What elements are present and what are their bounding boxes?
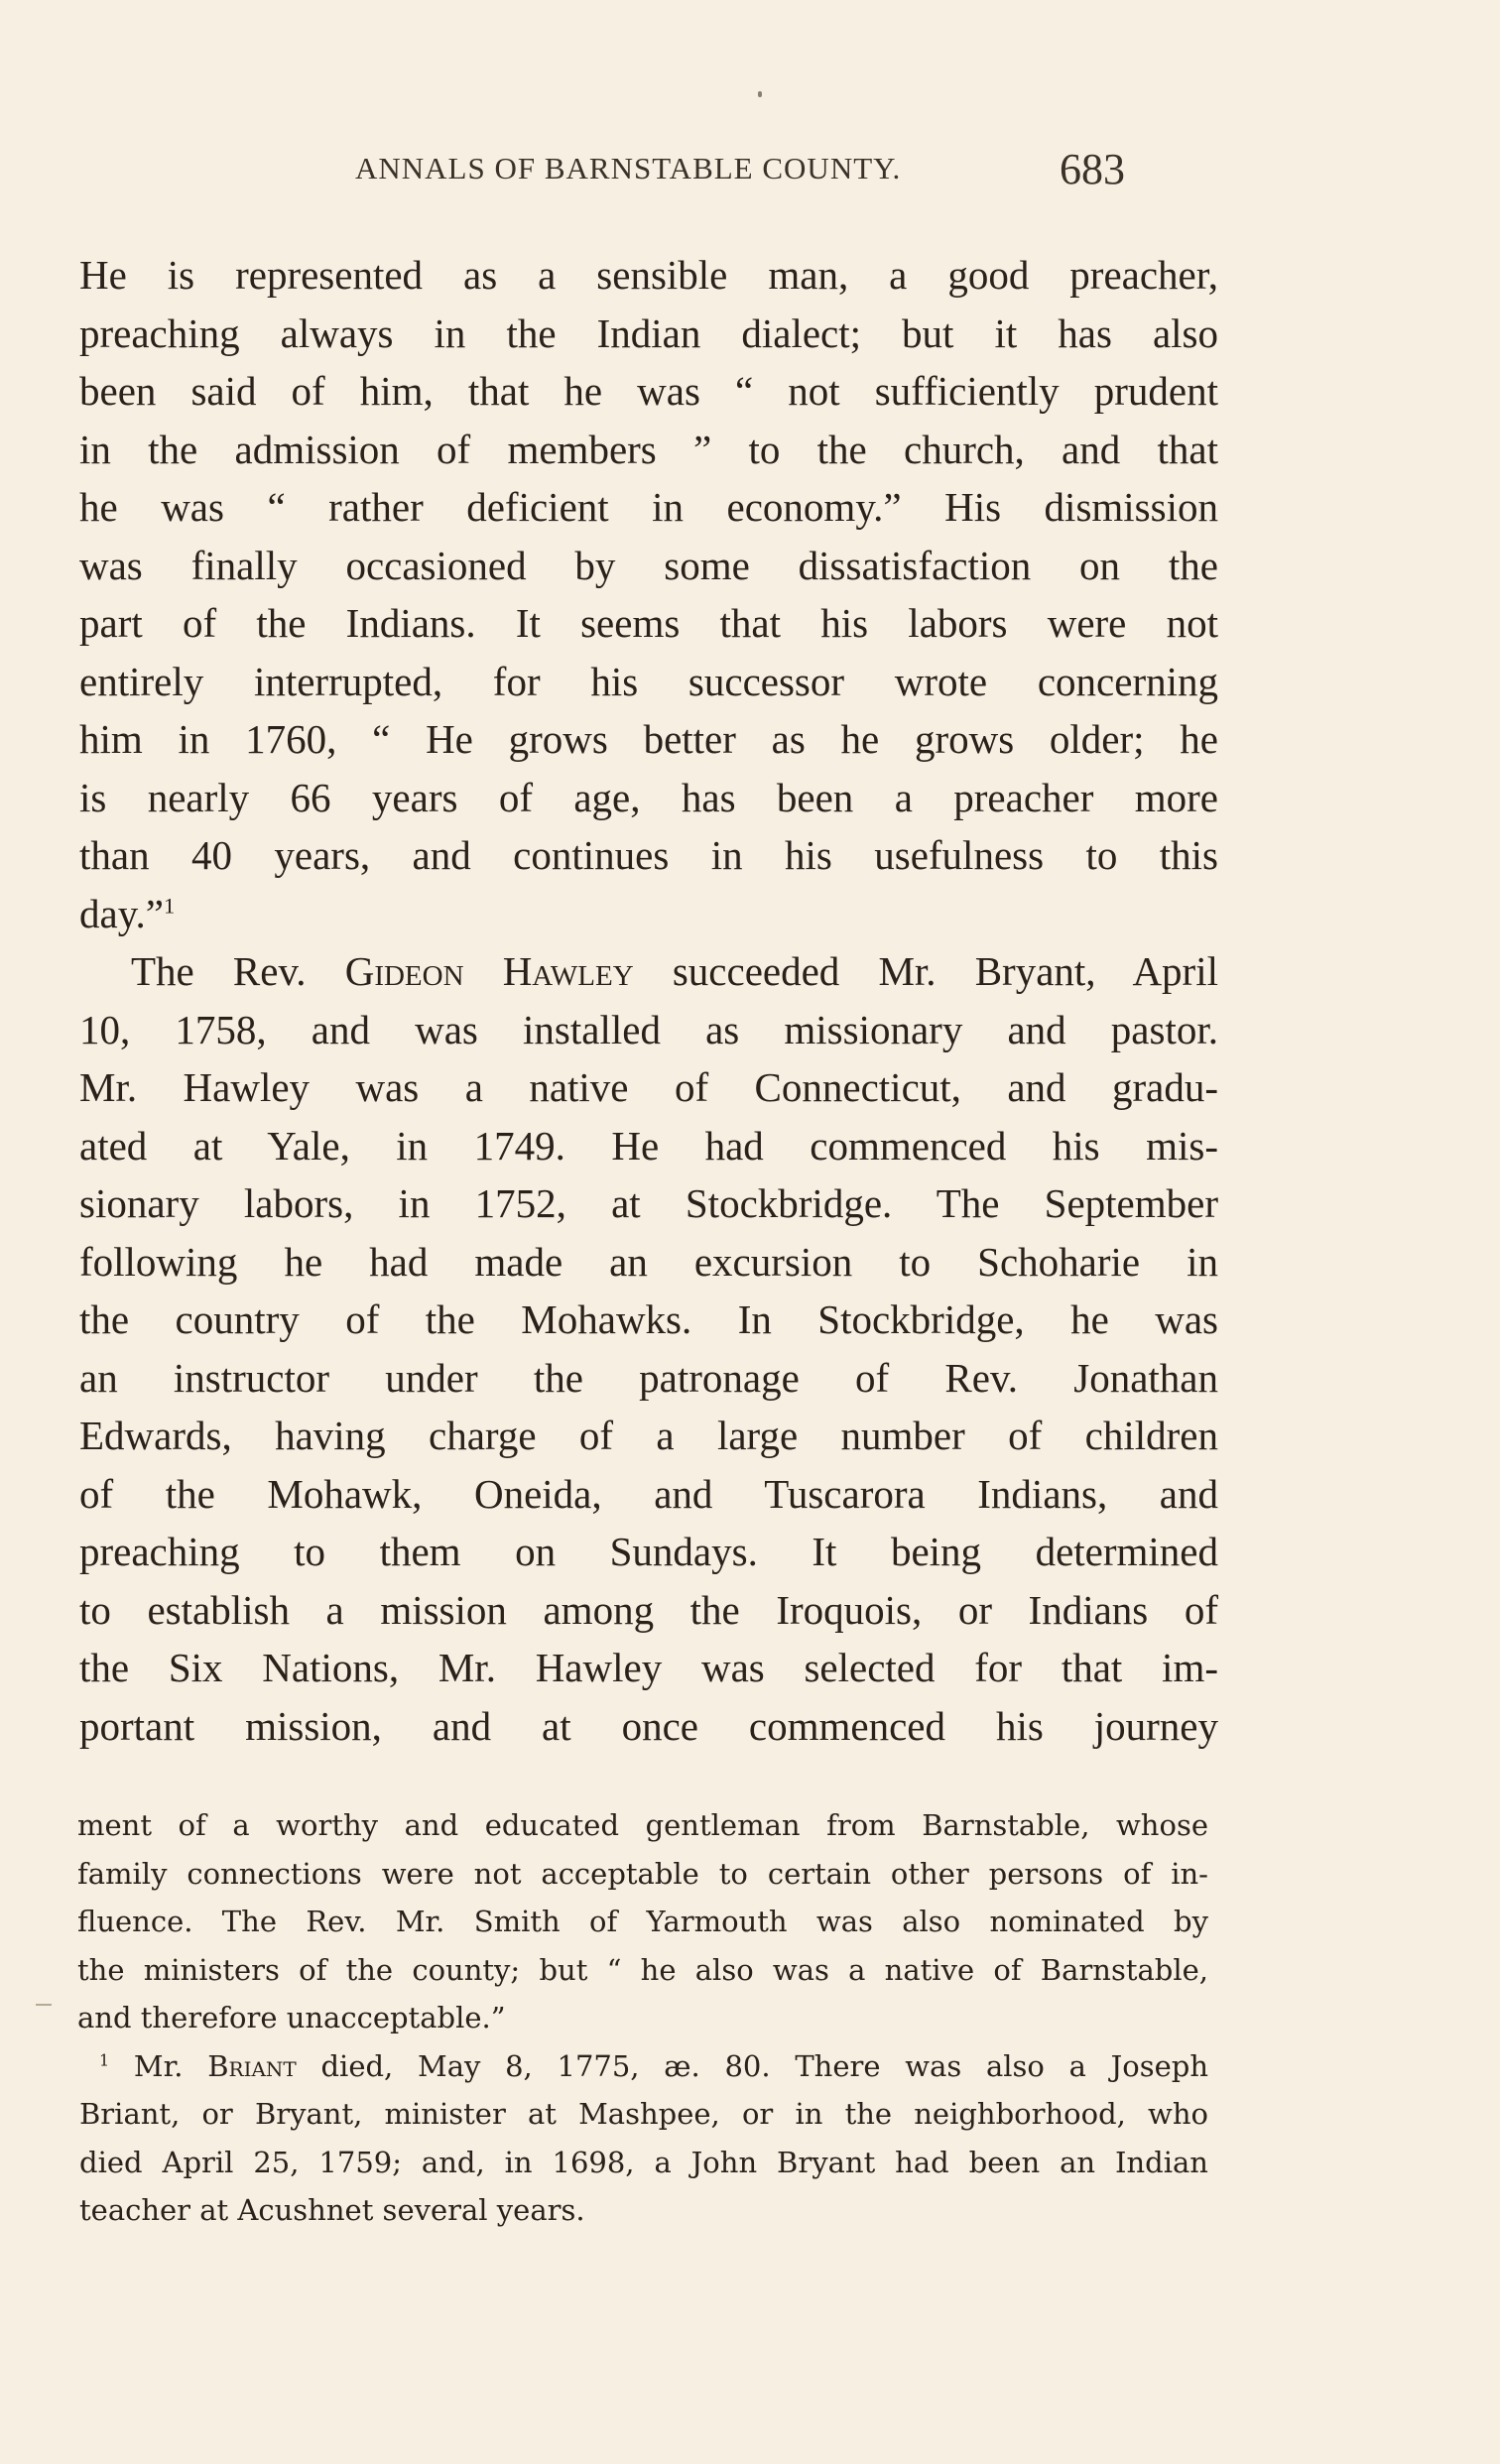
footnote-line: the ministers of the county; but “ he also was a native of Barnstable, — [77, 1952, 1208, 1987]
footnotes — [77, 1801, 1208, 2235]
text-line: 10, 1758, and was installed as missionary and pastor. — [79, 1006, 1218, 1052]
text-line: is nearly 66 years of age, has been a preacher more — [79, 774, 1218, 820]
text-line: part of the Indians. It seems that his labors were not — [79, 600, 1218, 646]
print-speck — [758, 91, 762, 97]
text-line: portant mission, and at once commenced his journey — [79, 1702, 1218, 1749]
text-line: following he had made an excursion to Schoharie in — [79, 1238, 1218, 1285]
text-fragment: The Rev. — [131, 948, 345, 994]
text-line: than 40 years, and continues in his usefulness to this — [79, 832, 1218, 878]
text-line: he was “ rather deficient in economy.” His dismission — [79, 484, 1218, 530]
text-line: He is represented as a sensible man, a good preacher, — [79, 252, 1218, 298]
footnote-marker: 1 — [163, 892, 176, 918]
text-fragment: succeeded Mr. Bryant, April — [633, 948, 1218, 994]
text-line: Mr. Hawley was a native of Connecticut, and gradu- — [79, 1064, 1218, 1110]
footnote-line: Briant, or Bryant, minister at Mashpee, or in the neighborhood, who — [79, 2097, 1208, 2131]
footnote-line: family connections were not acceptable to certain other persons of in- — [77, 1856, 1208, 1891]
text-line: the Six Nations, Mr. Hawley was selected for that im- — [79, 1645, 1218, 1690]
footnote-line: died April 25, 1759; and, in 1698, a John Bryant had been an Indian — [79, 2145, 1208, 2179]
text-line — [79, 942, 1218, 1001]
text-line: entirely interrupted, for his successor wrote concerning — [79, 658, 1218, 704]
footnote-line: fluence. The Rev. Mr. Smith of Yarmouth was also nominated by — [77, 1905, 1208, 1938]
page-number: 683 — [1060, 145, 1125, 193]
text-line: preaching to them on Sundays. It being determined — [79, 1529, 1218, 1574]
text-line — [79, 885, 1218, 943]
text-line: preaching always in the Indian dialect; but it has also — [79, 309, 1218, 356]
main-text — [79, 246, 1218, 1755]
footnote-line: teacher at Acushnet several years. — [79, 2193, 585, 2227]
margin-mark — [36, 2004, 52, 2006]
text-line: the country of the Mohawks. In Stockbridge, he was — [79, 1296, 1218, 1342]
text-line: ated at Yale, in 1749. He had commenced his mis- — [79, 1122, 1218, 1169]
text-line: was finally occasioned by some dissatisfaction on the — [79, 542, 1218, 588]
footnote-number: 1 — [99, 2049, 110, 2069]
text-line: been said of him, that he was “ not sufficiently prudent — [79, 368, 1218, 414]
text-line: sionary labors, in 1752, at Stockbridge. The September — [79, 1180, 1218, 1226]
footnote-line: and therefore unacceptable.” — [77, 2001, 506, 2034]
running-head: ANNALS OF BARNSTABLE COUNTY. — [355, 151, 902, 185]
footnote-line: ment of a worthy and educated gentleman from Barnstable, whose — [77, 1808, 1208, 1842]
text-line: of the Mohawk, Oneida, and Tuscarora Indians, and — [79, 1470, 1218, 1517]
text-fragment: died, May 8, 1775, æ. 80. There was also a Joseph — [296, 2048, 1209, 2083]
text-fragment: Mr. — [109, 2048, 208, 2083]
person-name: Gideon Hawley — [344, 948, 634, 994]
text-line: to establish a mission among the Iroquois, or Indians of — [79, 1586, 1218, 1633]
text-line: him in 1760, “ He grows better as he grows older; he — [79, 716, 1218, 762]
text-fragment: day.” — [79, 890, 164, 936]
text-line: Edwards, having charge of a large number of children — [79, 1413, 1218, 1458]
text-line: in the admission of members ” to the church, and that — [79, 426, 1218, 472]
text-line: an instructor under the patronage of Rev. Jonathan — [79, 1354, 1218, 1401]
person-name: Briant — [207, 2048, 297, 2083]
footnote-line — [77, 2042, 1208, 2091]
